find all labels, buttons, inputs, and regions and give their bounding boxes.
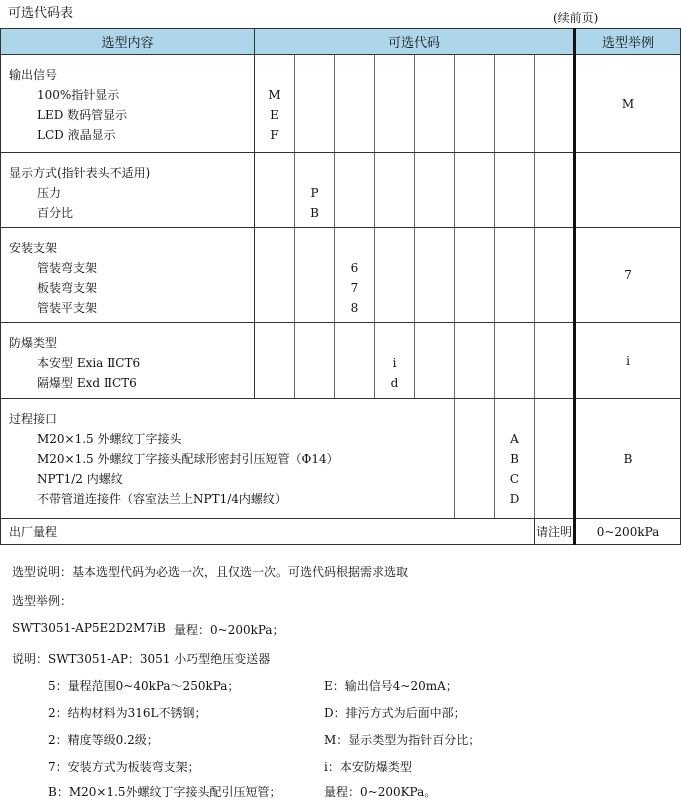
code-cell bbox=[495, 399, 535, 519]
example-cell bbox=[575, 153, 681, 228]
code-value: C bbox=[509, 472, 520, 486]
range-example: 0~200kPa bbox=[575, 519, 681, 545]
list-item: M20×1.5 外螺纹丁字接头配球形密封引压短管（Φ14） bbox=[37, 452, 339, 466]
code-value: d bbox=[390, 376, 399, 390]
note-model-range: 量程：0~200kPa； bbox=[174, 623, 285, 637]
page-title: 可选代码表 bbox=[8, 6, 74, 21]
group-name: 输出信号 bbox=[9, 68, 58, 82]
note-item: E：输出信号4~20mA； bbox=[324, 679, 458, 693]
example-cell: M bbox=[575, 55, 681, 153]
code-cell bbox=[335, 228, 375, 323]
note-item: 7：安装方式为板装弯支架； bbox=[48, 760, 200, 774]
group-name: 安装支架 bbox=[9, 241, 58, 255]
code-cell bbox=[255, 55, 295, 153]
header-content: 选型内容 bbox=[1, 29, 255, 55]
range-label: 出厂量程 bbox=[1, 519, 535, 545]
group-output-signal bbox=[1, 55, 255, 153]
code-value: E bbox=[270, 108, 279, 122]
list-item: 本安型 Exia ⅡCT6 bbox=[37, 356, 141, 370]
code-value: D bbox=[509, 492, 520, 506]
list-item: LCD 液晶显示 bbox=[37, 128, 116, 142]
range-tag: 请注明 bbox=[535, 519, 575, 545]
group-process-connection bbox=[1, 399, 415, 519]
code-value: B bbox=[510, 452, 519, 466]
group-explosion-type bbox=[1, 323, 255, 399]
note-item: M：显示类型为指针百分比； bbox=[324, 733, 481, 747]
code-value: M bbox=[268, 88, 281, 102]
list-item: 板装弯支架 bbox=[37, 281, 98, 295]
note-model-code: SWT3051-AP5E2D2M7iB bbox=[12, 621, 166, 635]
group-display-mode bbox=[1, 153, 255, 228]
code-value: B bbox=[310, 206, 319, 220]
note-item: 2：结构材料为316L不锈钢； bbox=[48, 706, 207, 720]
table-row bbox=[1, 153, 681, 228]
code-value: 7 bbox=[350, 281, 359, 295]
note-item: 2：精度等级0.2级； bbox=[48, 733, 159, 747]
code-value: 8 bbox=[350, 301, 359, 315]
note-item: D：排污方式为后面中部； bbox=[324, 706, 466, 720]
list-item: 管装弯支架 bbox=[37, 261, 98, 275]
note-model-desc: 说明：SWT3051-AP：3051 小巧型绝压变送器 bbox=[12, 652, 271, 666]
note-item: 量程：0~200KPa。 bbox=[324, 785, 437, 799]
list-item: 隔爆型 Exd ⅡCT6 bbox=[37, 376, 137, 390]
header-codes: 可选代码 bbox=[255, 29, 575, 55]
list-item: 压力 bbox=[37, 186, 62, 200]
note-item: 5：量程范围0~40kPa～250kPa； bbox=[48, 679, 240, 693]
note-item: B：M20×1.5外螺纹丁字接头配引压短管； bbox=[48, 785, 282, 799]
group-name: 显示方式(指针表头不适用) bbox=[9, 166, 151, 180]
group-name: 防爆类型 bbox=[9, 336, 58, 350]
group-mounting-bracket bbox=[1, 228, 255, 323]
table-header-row bbox=[1, 29, 681, 55]
code-value: F bbox=[270, 128, 279, 142]
code-cell bbox=[295, 153, 335, 228]
example-cell: 7 bbox=[575, 228, 681, 323]
table-row bbox=[1, 323, 681, 399]
code-value: P bbox=[310, 186, 319, 200]
code-value: i bbox=[392, 356, 397, 370]
example-cell: i bbox=[575, 323, 681, 399]
note-item: i：本安防爆类型 bbox=[324, 760, 412, 774]
list-item: LED 数码管显示 bbox=[37, 108, 128, 122]
list-item: 100%指针显示 bbox=[37, 88, 120, 102]
list-item: 百分比 bbox=[37, 206, 74, 220]
table-row bbox=[1, 228, 681, 323]
group-name: 过程接口 bbox=[9, 412, 58, 426]
code-value: A bbox=[510, 432, 519, 446]
table-row bbox=[1, 399, 681, 519]
list-item: NPT1/2 内螺纹 bbox=[37, 472, 123, 486]
selection-table bbox=[0, 28, 681, 545]
code-value: 6 bbox=[350, 261, 359, 275]
header-example: 选型举例 bbox=[575, 29, 681, 55]
table-row bbox=[1, 55, 681, 153]
table-row bbox=[1, 519, 681, 545]
note-example-label: 选型举例： bbox=[12, 594, 73, 608]
continued-label: (续前页) bbox=[553, 11, 599, 25]
list-item: 不带管道连接件（容室法兰上NPT1/4内螺纹） bbox=[37, 492, 287, 506]
note-selection-rule: 选型说明：基本选型代码为必选一次，且仅选一次。可选代码根据需求选取 bbox=[12, 565, 409, 579]
code-cell bbox=[375, 323, 415, 399]
example-cell: B bbox=[575, 399, 681, 519]
list-item: 管装平支架 bbox=[37, 301, 98, 315]
list-item: M20×1.5 外螺纹丁字接头 bbox=[37, 432, 182, 446]
